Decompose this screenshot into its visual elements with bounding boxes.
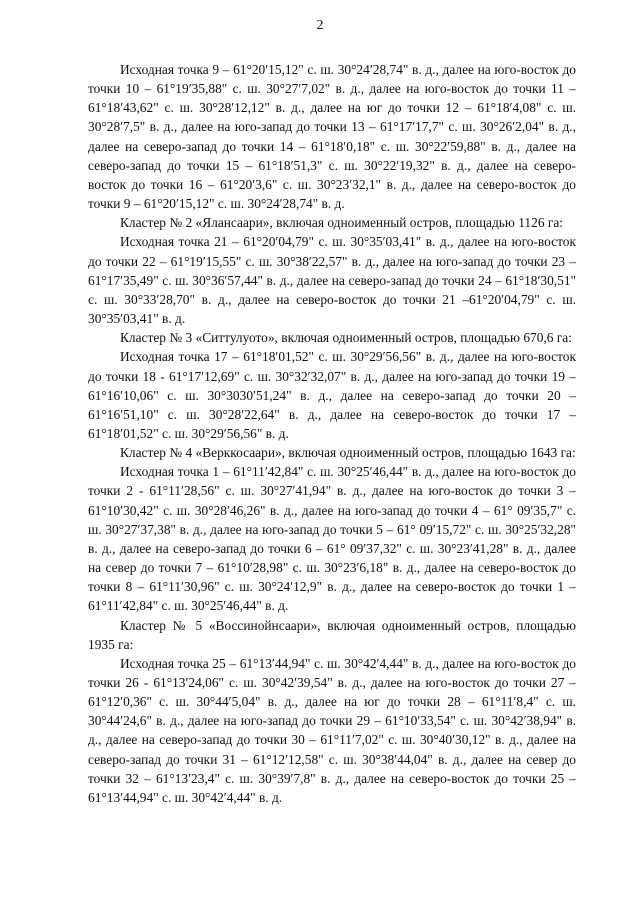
cluster-2-boundary-paragraph: Исходная точка 21 – 61°20′04,79" с. ш. 30°35′03,41" в. д., далее на юго-восток до точки 22 – 61°19′15,55" с. ш. 30°38′22,57" в. д., далее на юго-запад до точки 23 – 61°17′35,49" с. ш. 30°36′57,44" в. д., далее на северо-запад до точки 24 – 61°18′30,51" с. ш. 30°33′28,70" в. д., далее на северо-восток до точки 21 –61°20′04,79" с. ш. 30°35′03,41" в. д. bbox=[88, 234, 576, 327]
cluster-5-heading: Кластер № 5 «Воссинойнсаари», включая одноименный остров, площадью 1935 га: bbox=[88, 617, 576, 652]
cluster-4-heading: Кластер № 4 «Верккосаари», включая одноименный остров, площадью 1643 га: bbox=[120, 445, 576, 461]
cluster-2-heading: Кластер № 2 «Ялансаари», включая одноименный остров, площадью 1126 га: bbox=[120, 215, 564, 231]
page-number: 2 bbox=[316, 18, 324, 33]
cluster-1-boundary-paragraph: Исходная точка 9 – 61°20′15,12" с. ш. 30°24′28,74" в. д., далее на юго-восток до точки 10 – 61°19′35,88" с. ш. 30°27′7,02" в. д., далее на юго-восток до точки 11 – 61°18′43,62" с. ш. 30°28′12,12" в. д., далее на юг до точки 12 – 61°18′4,08" с. ш. 30°28′7,5" в. д., далее на юго-запад до точки 13 – 61°17′17,7" с. ш. 30°26′2,04" в. д., далее на северо-запад до точки 14 – 61°18′0,18" с. ш. 30°22′59,88" в. д., далее на северо-запад до точки 15 – 61°18′51,3" с. ш. 30°22′19,32" в. д., далее на северо-восток до точки 16 – 61°20′3,6" с. ш. 30°23′32,1" в. д., далее на северо-восток до точки 9 – 61°20′15,12" с. ш. 30°24′28,74" в. д. bbox=[88, 62, 576, 212]
document-body bbox=[88, 60, 576, 807]
cluster-3-boundary-paragraph: Исходная точка 17 – 61°18′01,52" с. ш. 30°29′56,56" в. д., далее на юго-восток до точки 18 - 61°17′12,69" с. ш. 30°32′32,07" в. д., далее на юго-запад до точки 19 – 61°16′10,06" с. ш. 30°3030′51,24" в. д., далее на северо-запад до точки 20 – 61°16′51,10" с. ш. 30°28′22,64" в. д., далее на северо-восток до точки 17 – 61°18′01,52" с. ш. 30°29′56,56" в. д. bbox=[88, 349, 576, 441]
cluster-3-heading: Кластер № 3 «Ситтулуото», включая одноименный остров, площадью 670,6 га: bbox=[120, 330, 572, 346]
cluster-5-boundary-paragraph: Исходная точка 25 – 61°13′44,94" с. ш. 30°42′4,44" в. д., далее на юго-восток до точки 26 - 61°13′24,06" с. ш. 30°42′39,54" в. д., далее на юго-восток до точки 27 – 61°12′0,36" с. ш. 30°44′5,04" в. д., далее на юг до точки 28 – 61°11′8,4" с. ш. 30°44′24,6" в. д., далее на юго-запад до точки 29 – 61°10′33,54" с. ш. 30°42′38,94" в. д., далее на северо-запад до точки 30 – 61°11′7,02" с. ш. 30°40′30,12" в. д., далее на северо-запад до точки 31 – 61°12′12,58" с. ш. 30°38′44,04" в. д., далее на север до точки 32 – 61°13′23,4" с. ш. 30°39′7,8" в. д., далее на северо-восток до точки 25 – 61°13′44,94" с. ш. 30°42′4,44" в. д. bbox=[88, 655, 576, 805]
cluster-4-boundary-paragraph: Исходная точка 1 – 61°11′42,84" с. ш. 30°25′46,44" в. д., далее на юго-восток до точки 2 - 61°11′28,56" с. ш. 30°27′41,94" в. д., далее на юго-восток до точки 3 – 61°10′30,42" с. ш. 30°28′46,26" в. д., далее на юго-запад до точки 4 – 61° 09′35,7" с. ш. 30°27′37,38" в. д., далее на юго-запад до точки 5 – 61° 09′15,72" с. ш. 30°25′32,28" в. д., далее на северо-запад до точки 6 – 61° 09′37,32" с. ш. 30°23′41,28" в. д., далее на север до точки 7 – 61°10′28,98" с. ш. 30°23′6,18" в. д., далее на северо-восток до точки 8 – 61°11′30,96" с. ш. 30°24′12,9" в. д., далее на северо-восток до точки 1 – 61°11′42,84" с. ш. 30°25′46,44" в. д. bbox=[88, 464, 576, 614]
